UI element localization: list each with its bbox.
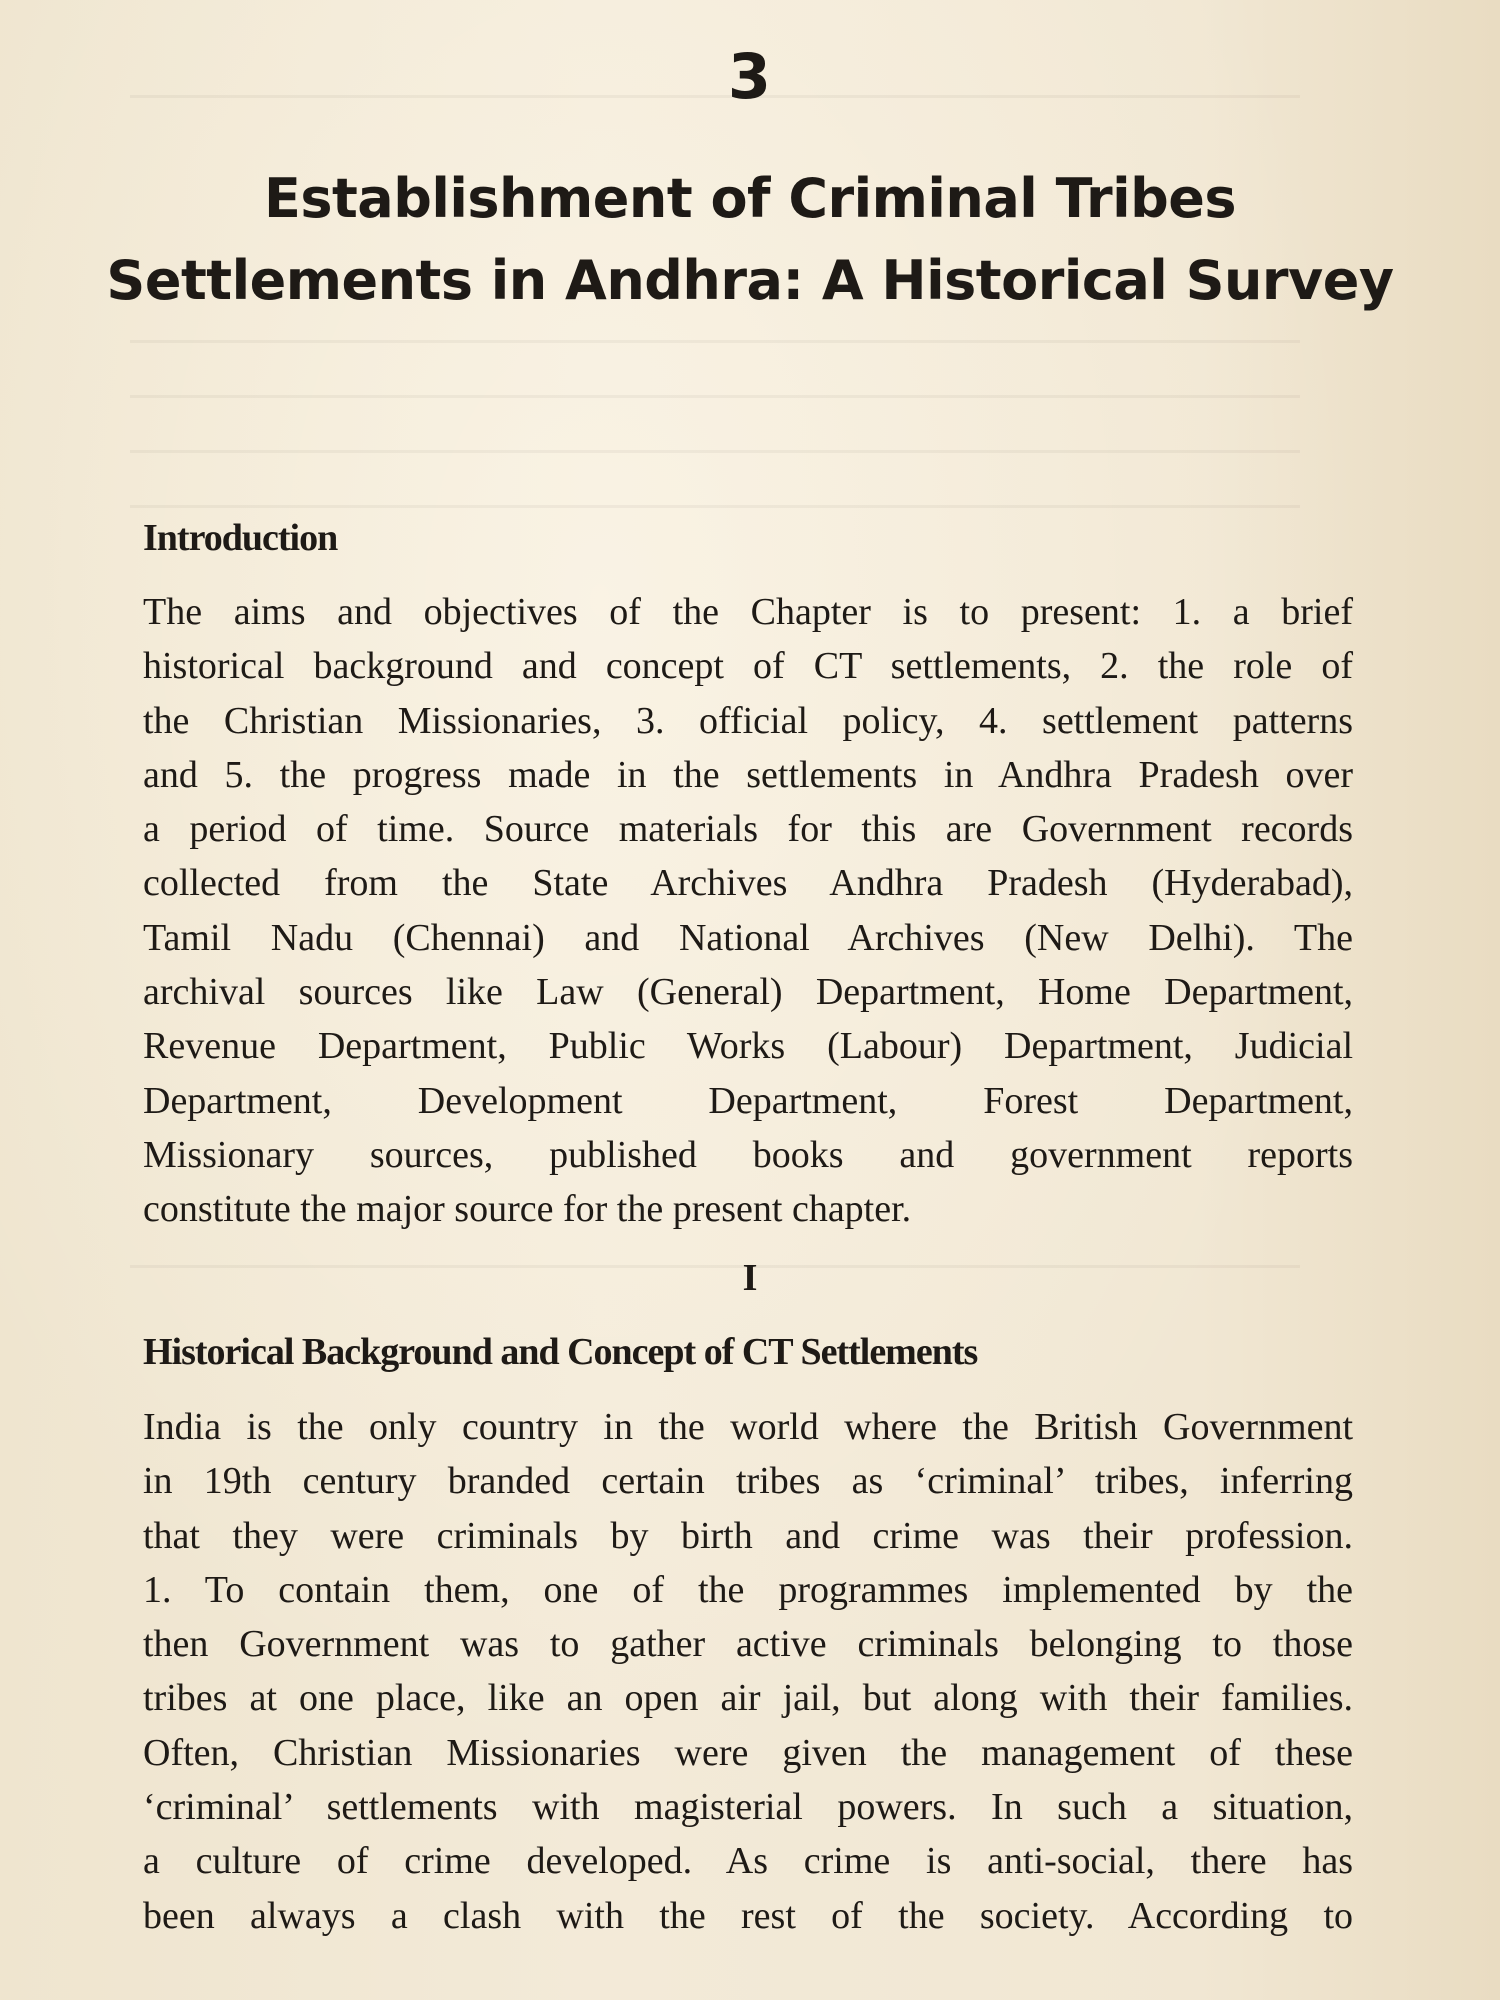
paragraph-line: and 5. the progress made in the settlements in Andhra Pradesh over — [143, 753, 1353, 796]
paragraph-line: Missionary sources, published books and government reports — [143, 1133, 1353, 1176]
paragraph-line: Often, Christian Missionaries were given the management of these — [143, 1731, 1353, 1774]
show-through-line — [130, 340, 1300, 343]
paragraph-line: tribes at one place, like an open air jail, but along with their families. — [143, 1677, 1353, 1720]
paragraph-line: Revenue Department, Public Works (Labour) Department, Judicial — [143, 1025, 1353, 1068]
paragraph-line: the Christian Missionaries, 3. official policy, 4. settlement patterns — [143, 699, 1353, 742]
paragraph-line: collected from the State Archives Andhra Pradesh (Hyderabad), — [143, 862, 1353, 905]
paragraph-line: then Government was to gather active criminals belonging to those — [143, 1623, 1353, 1666]
paragraph-line: Tamil Nadu (Chennai) and National Archives (New Delhi). The — [143, 916, 1353, 959]
chapter-title-line: Settlements in Andhra: A Historical Survey — [106, 249, 1394, 312]
paragraph-line: that they were criminals by birth and crime was their profession. — [143, 1514, 1353, 1557]
introduction-paragraph — [143, 585, 1353, 1237]
paragraph-line: constitute the major source for the present chapter. — [143, 1188, 912, 1231]
paragraph-line: 1. To contain them, one of the programmes implemented by the — [143, 1568, 1353, 1611]
section-heading: Historical Background and Concept of CT Settlements — [143, 1331, 978, 1373]
paragraph-line: historical background and concept of CT settlements, 2. the role of — [143, 645, 1353, 688]
introduction-heading: Introduction — [143, 517, 338, 559]
chapter-number: 3 — [727, 40, 773, 113]
paragraph-line: India is the only country in the world where the British Government — [143, 1406, 1353, 1448]
paragraph-line: a period of time. Source materials for this are Government records — [143, 808, 1353, 851]
chapter-title — [100, 158, 1400, 322]
paragraph-line: been always a clash with the rest of the society. According to — [143, 1894, 1353, 1937]
show-through-line — [130, 395, 1300, 398]
paragraph-line: The aims and objectives of the Chapter is to present: 1. a brief — [143, 591, 1353, 633]
paragraph-line: a culture of crime developed. As crime is anti-social, there has — [143, 1840, 1353, 1883]
section-paragraph — [143, 1400, 1353, 1943]
show-through-line — [130, 450, 1300, 453]
show-through-line — [130, 505, 1300, 508]
chapter-title-line: Establishment of Criminal Tribes — [263, 167, 1237, 230]
section-numeral: I — [742, 1257, 758, 1299]
paragraph-line: archival sources like Law (General) Department, Home Department, — [143, 971, 1353, 1014]
paragraph-line: Department, Development Department, Forest Department, — [143, 1079, 1353, 1122]
paragraph-line: in 19th century branded certain tribes as ‘criminal’ tribes, inferring — [143, 1460, 1353, 1503]
paragraph-line: ‘criminal’ settlements with magisterial powers. In such a situation, — [143, 1786, 1353, 1829]
